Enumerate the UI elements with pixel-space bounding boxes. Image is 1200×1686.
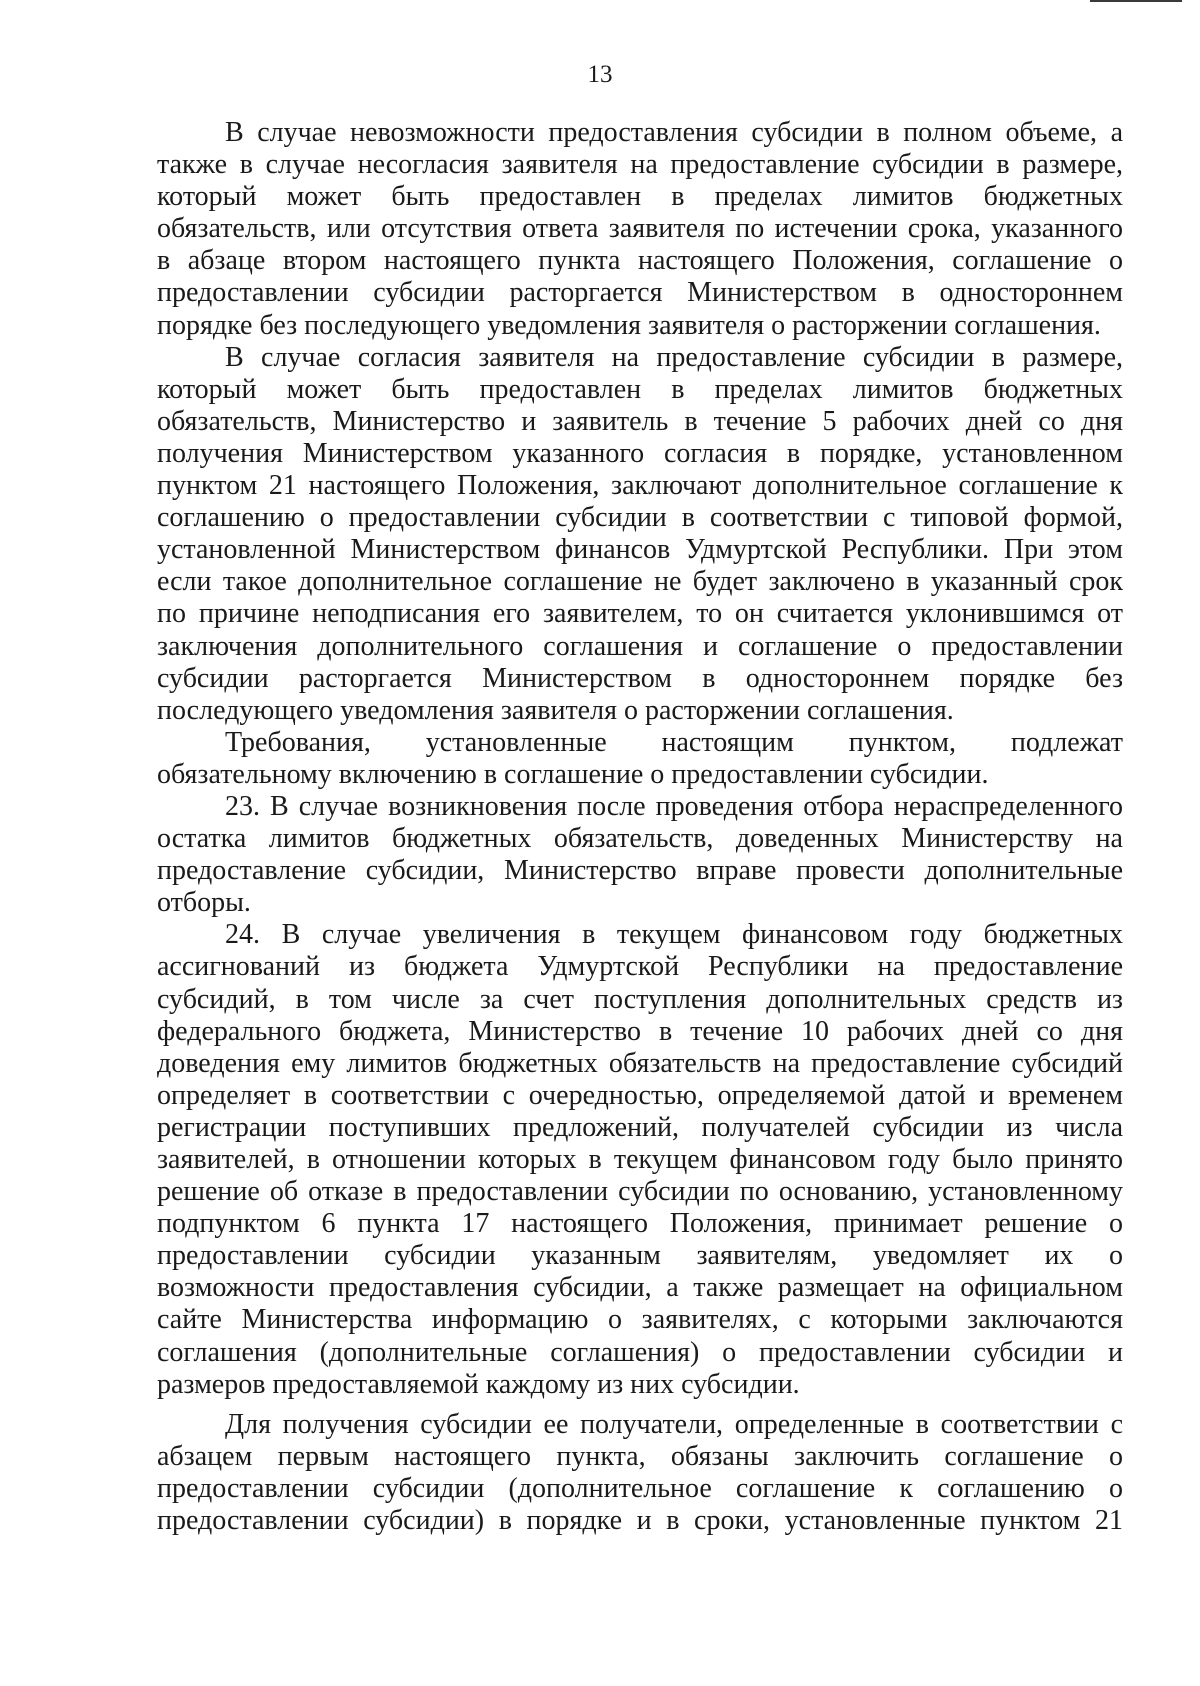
text-line: обязательному включению в соглашение о предоставлении субсидии. [157,758,989,790]
text-line: субсидий, в том числе за счет поступления дополнительных средств из [157,983,1123,1015]
scan-edge-mark [1090,0,1182,2]
paragraph-p3 [157,727,1123,791]
text-line: ассигнований из бюджета Удмуртской Республики на предоставление [157,951,1123,983]
text-line: 24. В случае увеличения в текущем финансовом году бюджетных [225,919,1123,951]
text-line: предоставлении субсидии указанным заявителям, уведомляет их о [157,1240,1123,1272]
text-line: соглашению о предоставлении субсидии в соответствии с типовой формой, [157,502,1123,534]
text-line: отборы. [157,887,251,919]
text-line: размеров предоставляемой каждому из них субсидии. [157,1368,800,1400]
text-line: пунктом 21 настоящего Положения, заключают дополнительное соглашение к [157,470,1123,502]
text-line: В случае невозможности предоставления субсидии в полном объеме, а [225,117,1123,148]
text-line: решение об отказе в предоставлении субсидии по основанию, установленному [157,1176,1123,1208]
paragraph-p6 [157,1409,1123,1537]
text-line: по причине неподписания его заявителем, то он считается уклонившимся от [157,598,1123,630]
text-line: последующего уведомления заявителя о расторжении соглашения. [157,694,954,726]
text-line: подпунктом 6 пункта 17 настоящего Положения, принимает решение о [157,1208,1123,1240]
text-line: обязательств, Министерство и заявитель в течение 5 рабочих дней со дня [157,405,1123,437]
text-line: определяет в соответствии с очередностью, определяемой датой и временем [157,1079,1123,1111]
text-line: доведения ему лимитов бюджетных обязательств на предоставление субсидий [157,1047,1123,1079]
text-line: получения Министерством указанного согласия в порядке, установленном [157,437,1123,469]
text-line: регистрации поступивших предложений, получателей субсидии из числа [157,1111,1123,1143]
text-line: предоставление субсидии, Министерство вправе провести дополнительные [157,855,1123,887]
page-number: 13 [587,61,613,88]
text-line: Для получения субсидии ее получатели, определенные в соответствии с [225,1408,1123,1440]
text-line: если такое дополнительное соглашение не будет заключено в указанный срок [157,566,1123,598]
text-line: порядке без последующего уведомления заявителя о расторжении соглашения. [157,309,1101,341]
text-line: возможности предоставления субсидии, а также размещает на официальном [157,1272,1123,1304]
text-line: предоставлении субсидии (дополнительное соглашение к соглашению о [157,1472,1123,1504]
text-line: 23. В случае возникновения после проведения отбора нераспределенного [225,790,1123,822]
text-line: который может быть предоставлен в пределах лимитов бюджетных [157,373,1123,405]
text-line: предоставлении субсидии расторгается Министерством в одностороннем [157,277,1123,309]
paragraph-p4 [157,791,1123,919]
text-line: предоставлении субсидии) в порядке и в сроки, установленные пунктом 21 [157,1505,1123,1537]
text-line: В случае согласия заявителя на предоставление субсидии в размере, [225,341,1123,373]
paragraph-p5 [157,919,1123,1400]
text-line: заявителей, в отношении которых в текущем финансовом году было принято [157,1144,1123,1175]
text-line: Требования, установленные настоящим пунктом, подлежат [225,726,1123,758]
text-line: остатка лимитов бюджетных обязательств, доведенных Министерству на [157,823,1123,855]
text-line: установленной Министерством финансов Удмуртской Республики. При этом [157,534,1123,566]
text-line: субсидии расторгается Министерством в одностороннем порядке без [157,662,1123,694]
text-line: сайте Министерства информацию о заявителях, с которыми заключаются [157,1304,1123,1336]
text-line: абзацем первым настоящего пункта, обязаны заключить соглашение о [157,1440,1123,1472]
paragraph-p1 [157,117,1123,342]
text-line: федерального бюджета, Министерство в течение 10 рабочих дней со дня [157,1015,1123,1047]
paragraph-spacer [157,1401,1123,1409]
paragraph-p2 [157,342,1123,727]
text-line: обязательств, или отсутствия ответа заявителя по истечении срока, указанного [157,213,1123,245]
document-body [157,117,1123,1537]
text-line: также в случае несогласия заявителя на предоставление субсидии в размере, [157,149,1123,181]
text-line: заключения дополнительного соглашения и соглашение о предоставлении [157,630,1123,662]
text-line: в абзаце втором настоящего пункта настоящего Положения, соглашение о [157,245,1123,277]
text-line: соглашения (дополнительные соглашения) о предоставлении субсидии и [157,1336,1123,1368]
text-line: который может быть предоставлен в пределах лимитов бюджетных [157,181,1123,213]
